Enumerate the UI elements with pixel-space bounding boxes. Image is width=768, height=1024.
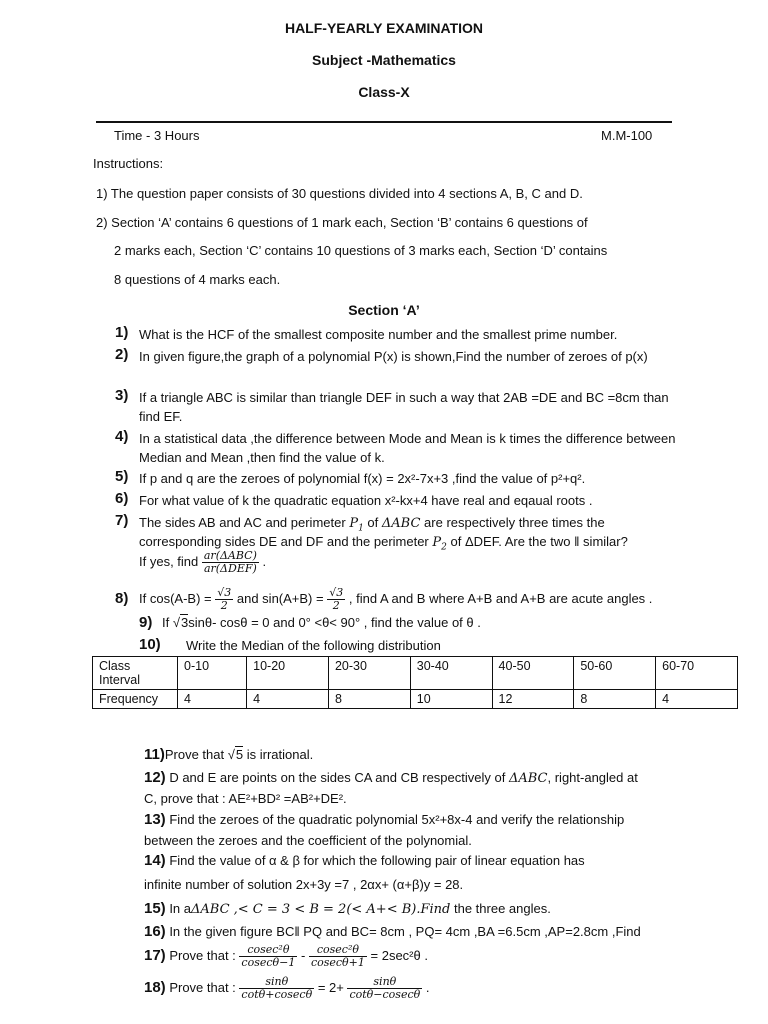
text: of ΔDEF. Are the two ǁ similar? [450, 534, 628, 549]
question-number: 7) [115, 512, 129, 529]
text: Prove that : [169, 947, 236, 963]
question-text-line3 [139, 550, 699, 575]
question-text: In given figure,the graph of a polynomial P(x) is shown,Find the number of zeroes of p(x) [139, 349, 648, 364]
text: If yes, find [139, 553, 199, 569]
question-text: What is the HCF of the smallest composite number and the smallest prime number. [139, 327, 618, 342]
text: , right-angled at [547, 770, 638, 785]
question-17 [144, 944, 428, 969]
question-number: 11) [144, 746, 165, 763]
section-a-heading: Section ‘A’ [348, 302, 420, 318]
table-cell: 30-40 [410, 657, 492, 690]
text: , find A and B where A+B and A+B are acute angles . [348, 590, 653, 606]
math: ΔABC ,< C = 3 < B = 2(< A+< B).Find [191, 902, 451, 917]
question-15 [144, 900, 551, 917]
question-text-line1 [144, 769, 638, 786]
question-number: 13) [144, 811, 166, 828]
exam-title: HALF-YEARLY EXAMINATION [284, 20, 484, 36]
question-text [162, 615, 481, 630]
distribution-table [92, 656, 738, 709]
sqrt-expression: √5 [227, 747, 244, 762]
table-header-cell: Frequency [93, 690, 178, 709]
sqrt-expression: √3 [172, 615, 189, 630]
question-number: 9) [139, 614, 153, 631]
question-number: 4) [115, 428, 129, 445]
text: The sides AB and AC and perimeter [139, 515, 346, 530]
question-number: 3) [115, 387, 129, 404]
text: If cos(A-B) = [139, 590, 212, 606]
text: Find the zeroes of the quadratic polynomial 5x²+8x-4 and verify the relationship [169, 812, 625, 827]
text: sinθ- cosθ = 0 and 0° <θ< 90° , find the value of θ . [188, 615, 481, 630]
text: . [425, 979, 430, 995]
text: In the given figure BCǁ PQ and BC= 8cm , PQ= 4cm ,BA =6.5cm ,AP=2.8cm ,Find [169, 924, 641, 939]
table-cell: 4 [247, 690, 329, 709]
question-11 [144, 746, 313, 763]
question-text: For what value of k the quadratic equation x²-kx+4 have real and eqaual roots . [139, 493, 593, 508]
question-number: 16) [144, 923, 166, 940]
question-number: 12) [144, 769, 166, 786]
text: is irrational. [246, 747, 314, 762]
fraction: $\frac{\text{ar(ΔABC)}}{\text{ar(ΔDEF)}}$ [203, 549, 257, 575]
text: Prove that [164, 747, 225, 762]
text: If [162, 615, 170, 630]
text: . [262, 553, 267, 569]
question-18 [144, 976, 429, 1001]
question-number: 6) [115, 490, 129, 507]
text: of [367, 515, 379, 530]
table-cell: 10-20 [247, 657, 329, 690]
table-cell: 12 [492, 690, 574, 709]
text: = 2sec²θ . [370, 947, 428, 963]
table-header-cell: Class Interval [93, 657, 178, 690]
question-text-line1 [144, 852, 585, 869]
question-number: 5) [115, 468, 129, 485]
text: are respectively three times the [424, 515, 605, 530]
question-text: In a statistical data ,the difference between Mode and Mean is k times the difference between Median and Mean ,then find the value of k. [139, 431, 676, 465]
instruction-2-line1: 2) Section ‘A’ contains 6 questions of 1 mark each, Section ‘B’ contains 6 questions of [96, 215, 588, 230]
question-text: Write the Median of the following distribution [186, 638, 441, 653]
instruction-2-line2: 2 marks each, Section ‘C’ contains 10 questions of 3 marks each, Section ‘D’ contains [114, 243, 608, 258]
table-cell: 8 [328, 690, 410, 709]
table-cell: 4 [656, 690, 738, 709]
table-cell: 50-60 [574, 657, 656, 690]
instruction-2-line3: 8 questions of 4 marks each. [114, 272, 281, 287]
instruction-1: 1) The question paper consists of 30 questions divided into 4 sections A, B, C and D. [96, 186, 583, 201]
max-marks-label: M.M-100 [601, 128, 653, 143]
math: ΔABC [508, 771, 548, 786]
fraction: $\frac{√3}{2}$ [217, 586, 232, 612]
instructions-heading: Instructions: [93, 156, 164, 171]
fraction: $\frac{\text{cosec²θ}}{cosec\theta+1}$ [310, 943, 365, 969]
question-number: 17) [144, 946, 166, 964]
table-cell: 0-10 [178, 657, 247, 690]
text: In a [169, 901, 191, 916]
question-16 [144, 923, 641, 940]
fraction: $\frac{\sin\theta}{\cot\theta+cosec\theta}$ [241, 975, 313, 1001]
text: Prove that : [169, 979, 236, 995]
question-text [139, 587, 699, 612]
question-text-line2: between the zeroes and the coefficient of the polynomial. [144, 833, 472, 848]
text: Find the value of α & β for which the following pair of linear equation has [169, 853, 585, 868]
fraction: $\frac{\sin\theta}{\cot\theta-cosec\theta}$ [349, 975, 421, 1001]
text: = 2+ [317, 979, 344, 995]
table-cell: 60-70 [656, 657, 738, 690]
fraction: $\frac{\text{cosec²θ}}{cosec\theta-1}$ [241, 943, 296, 969]
math: $P_1$ [349, 516, 364, 534]
question-text-line2: C, prove that : AE²+BD² =AB²+DE². [144, 791, 347, 806]
header-divider [96, 121, 672, 123]
table-cell: 8 [574, 690, 656, 709]
text: the three angles. [453, 901, 551, 916]
question-text: If a triangle ABC is similar than triangle DEF in such a way that 2AB =DE and BC =8cm than find EF. [139, 390, 669, 424]
question-number: 14) [144, 852, 166, 869]
table-cell: 40-50 [492, 657, 574, 690]
class-line: Class-X [358, 84, 410, 100]
table-cell: 10 [410, 690, 492, 709]
table-cell: 4 [178, 690, 247, 709]
table-cell: 20-30 [328, 657, 410, 690]
time-label: Time - 3 Hours [114, 128, 200, 143]
table-row [93, 657, 738, 690]
math: $P_2$ [432, 535, 447, 553]
question-text-line2: infinite number of solution 2x+3y =7 , 2αx+ (α+β)y = 28. [144, 877, 464, 892]
fraction: $\frac{√3}{2}$ [329, 586, 344, 612]
text: - [300, 947, 306, 963]
text: and sin(A+B) = [236, 590, 324, 606]
question-number: 10) [139, 636, 161, 653]
question-number: 18) [144, 978, 166, 996]
text: D and E are points on the sides CA and CB respectively of [169, 770, 506, 785]
question-number: 2) [115, 346, 129, 363]
question-text-line1 [144, 811, 624, 828]
question-number: 15) [144, 900, 166, 917]
text: corresponding sides DE and DF and the perimeter [139, 534, 429, 549]
table-row [93, 690, 738, 709]
math: ΔABC [381, 516, 421, 531]
subject-line: Subject -Mathematics [312, 52, 456, 68]
question-number: 1) [115, 324, 129, 341]
question-text: If p and q are the zeroes of polynomial f(x) = 2x²-7x+3 ,find the value of p²+q². [139, 471, 586, 486]
question-number: 8) [115, 590, 129, 607]
